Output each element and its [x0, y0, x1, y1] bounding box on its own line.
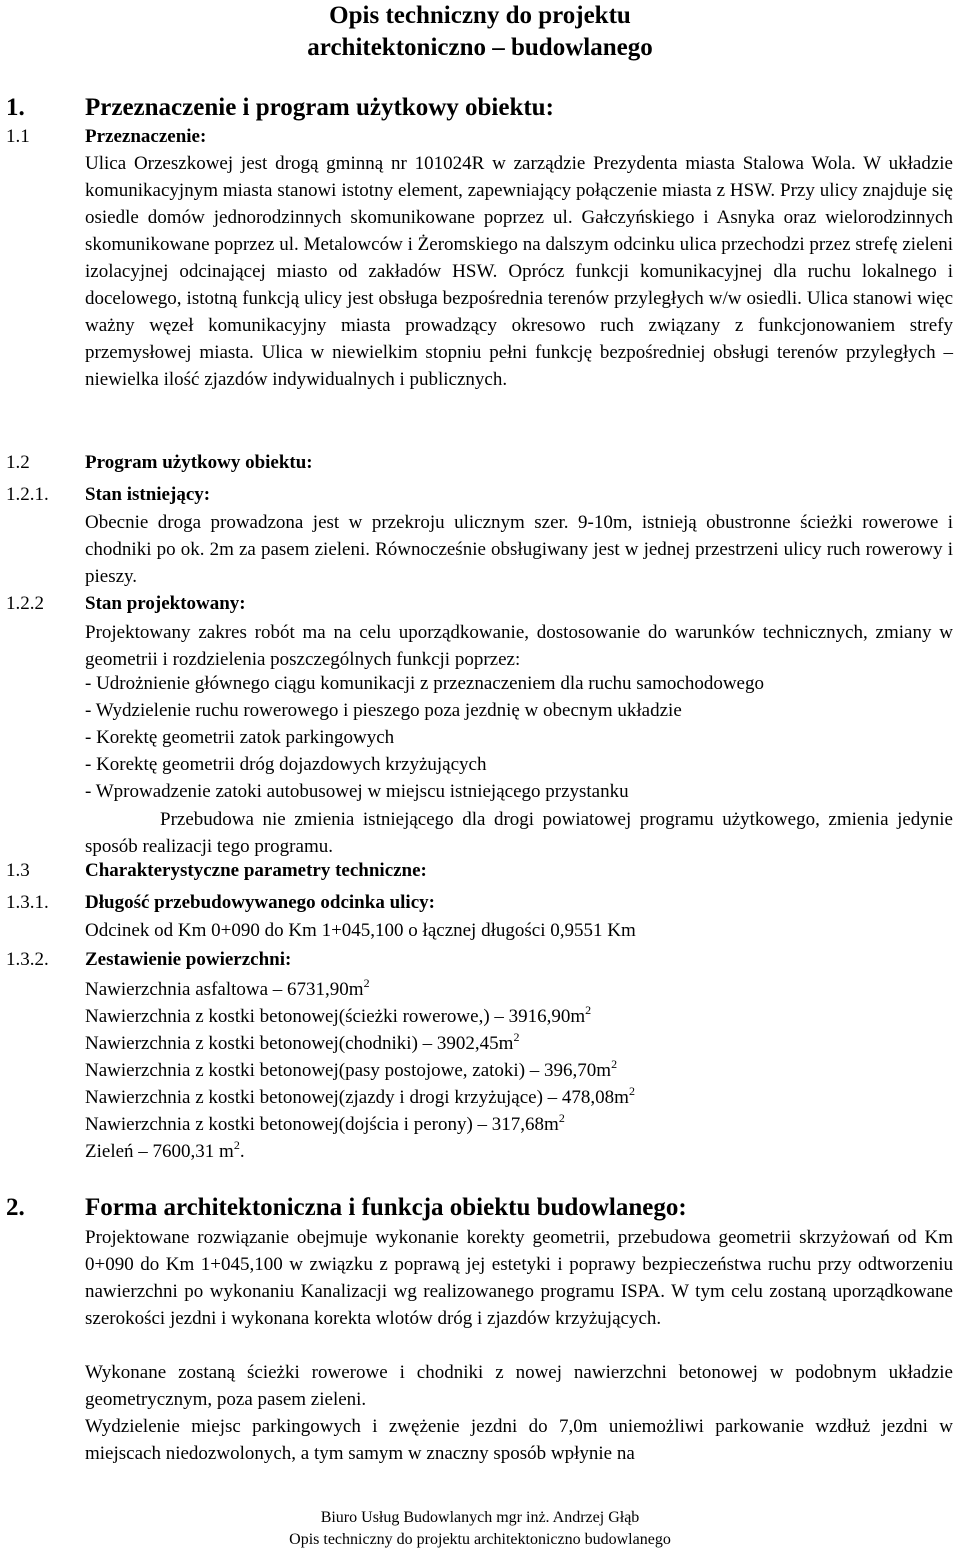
surface-item	[85, 1084, 635, 1109]
section-1-2-2-heading: Stan projektowany:	[85, 593, 246, 614]
section-1-2-1-number: 1.2.1.	[6, 484, 49, 505]
section-1-3-1-heading: Długość przebudowywanego odcinka ulicy:	[85, 892, 435, 913]
section-1-number: 1.	[6, 94, 25, 121]
list-item: - Korektę geometrii zatok parkingowych	[85, 727, 395, 748]
surface-item-sup: 2	[628, 1084, 635, 1098]
section-1-3-2-number: 1.3.2.	[6, 949, 49, 970]
surface-item-tail: .	[239, 1141, 245, 1162]
section-2-paragraph-1: Projektowane rozwiązanie obejmuje wykonanie korekty geometrii, przebudowa geometrii skrzyżowań od Km 0+090 do Km 1+045,100 w związku z poprawą jej estetyki i poprawy bezpieczeństwa ruchu przy odtworzeniu nawierzchni po wykonaniu Kanalizacji wg realizowanego programu ISPA. W tym celu zostaną uporządkowane szerokości jezdni i wykonana korekta wlotów dróg i zjazdów krzyżujących.	[85, 1227, 953, 1329]
document-title-line-1: Opis techniczny do projektu	[329, 2, 631, 29]
list-item: - Udrożnienie głównego ciągu komunikacji z przeznaczeniem dla ruchu samochodowego	[85, 673, 764, 694]
list-item: - Wydzielenie ruchu rowerowego i pieszego poza jezdnię w obecnym układzie	[85, 700, 682, 721]
section-1-2-number: 1.2	[6, 452, 30, 473]
surface-item	[85, 1003, 592, 1028]
surface-item-text: Nawierzchnia z kostki betonowej(ścieżki rowerowe,) – 3916,90m	[85, 1006, 586, 1027]
section-2-paragraph-2: Wykonane zostaną ścieżki rowerowe i chodniki z nowej nawierzchni betonowej w podobnym układzie geometrycznym, poza pasem zieleni.	[85, 1362, 953, 1410]
surface-item-sup: 2	[585, 1003, 592, 1017]
surface-item-sup: 2	[513, 1030, 520, 1044]
surface-item	[85, 1057, 618, 1082]
section-1-1-number: 1.1	[6, 126, 30, 147]
section-1-3-2-heading: Zestawienie powierzchni:	[85, 949, 292, 970]
surface-item-text: Nawierzchnia z kostki betonowej(zjazdy i drogi krzyżujące) – 478,08m	[85, 1087, 629, 1108]
surface-item	[85, 1111, 565, 1136]
section-1-1-paragraph: Ulica Orzeszkowej jest drogą gminną nr 101024R w zarządzie Prezydenta miasta Stalowa Wola. W układzie komunikacyjnym miasta stanowi istotny element, zapewniający połączenie miasta z HSW. Przy ulicy znajduje się osiedle domów jednorodzinnych skomunikowane poprzez ul. Gałczyńskiego i Asnyka oraz wielorodzinnych skomunikowane poprzez ul. Metalowców i Żeromskiego na dalszym odcinku ulica przechodzi przez strefę zieleni izolacyjnej odcinającej miasto od zakładów HSW. Oprócz funkcji komunikacyjnej dla ruchu lokalnego i docelowego, istotną funkcją ulicy jest obsługa bezpośrednia terenów przyległych w/w osiedli. Ulica stanowi więc ważny węzeł komunikacyjny miasta prowadzący okresowo ruch związany z funkcjonowaniem strefy przemysłowej miasta. Ulica w niewielkim stopniu pełni funkcję bezpośredniej obsługi terenów przyległych – niewielka ilość zjazdów indywidualnych i publicznych.	[85, 153, 953, 390]
surface-item-sup: 2	[233, 1138, 240, 1152]
surface-item-text: Nawierzchnia z kostki betonowej(pasy postojowe, zatoki) – 396,70m	[85, 1060, 612, 1081]
section-1-3-1-number: 1.3.1.	[6, 892, 49, 913]
section-2-number: 2.	[6, 1194, 25, 1221]
surface-item-sup: 2	[611, 1057, 618, 1071]
footer-line-2: Opis techniczny do projektu architektoniczno budowlanego	[289, 1531, 671, 1548]
section-1-3-heading: Charakterystyczne parametry techniczne:	[85, 860, 427, 881]
section-1-2-2-intro: Projektowany zakres robót ma na celu uporządkowanie, dostosowanie do warunków technicznych, zmiany w geometrii i rozdzielenia poszczególnych funkcji poprzez:	[85, 622, 953, 670]
section-1-3-1-text: Odcinek od Km 0+090 do Km 1+045,100 o łącznej długości 0,9551 Km	[85, 920, 636, 941]
section-1-2-2-closing: Przebudowa nie zmienia istniejącego dla drogi powiatowej programu użytkowego, zmienia jedynie sposób realizacji tego programu.	[85, 809, 953, 857]
section-1-3-number: 1.3	[6, 860, 30, 881]
section-1-2-1-heading: Stan istniejący:	[85, 484, 211, 505]
surface-item	[85, 1030, 520, 1055]
section-2-heading: Forma architektoniczna i funkcja obiektu budowlanego:	[85, 1194, 687, 1221]
surface-item-sup: 2	[363, 976, 370, 990]
list-item: - Korektę geometrii dróg dojazdowych krzyżujących	[85, 754, 487, 775]
section-1-2-heading: Program użytkowy obiektu:	[85, 452, 313, 473]
surface-item	[85, 1138, 245, 1163]
surface-item-sup: 2	[558, 1111, 565, 1125]
footer-line-1: Biuro Usług Budowlanych mgr inż. Andrzej Głąb	[320, 1509, 640, 1526]
section-1-2-2-number: 1.2.2	[6, 593, 44, 614]
surface-item-text: Nawierzchnia asfaltowa – 6731,90m	[85, 979, 364, 1000]
document-title-line-2: architektoniczno – budowlanego	[307, 34, 653, 61]
surface-item-text: Nawierzchnia z kostki betonowej(dojścia i perony) – 317,68m	[85, 1114, 559, 1135]
section-1-heading: Przeznaczenie i program użytkowy obiektu:	[85, 94, 554, 121]
section-2-paragraph-3: Wydzielenie miejsc parkingowych i zwężenie jezdni do 7,0m uniemożliwi parkowanie wzdłuż jezdni w miejscach niedozwolonych, a tym samym w znaczny sposób wpłynie na	[85, 1416, 953, 1464]
surface-item	[85, 976, 370, 1001]
list-item: - Wprowadzenie zatoki autobusowej w miejscu istniejącego przystanku	[85, 781, 629, 802]
surface-item-text: Nawierzchnia z kostki betonowej(chodniki) – 3902,45m	[85, 1033, 514, 1054]
surface-item-text: Zieleń – 7600,31 m	[85, 1141, 234, 1162]
section-1-2-1-paragraph: Obecnie droga prowadzona jest w przekroju ulicznym szer. 9-10m, istnieją obustronne ścieżki rowerowe i chodniki po ok. 2m za pasem zieleni. Równocześnie obsługiwany jest w jednej przestrzeni ulicy ruch rowerowy i pieszy.	[85, 512, 953, 587]
section-1-1-heading: Przeznaczenie:	[85, 126, 207, 147]
